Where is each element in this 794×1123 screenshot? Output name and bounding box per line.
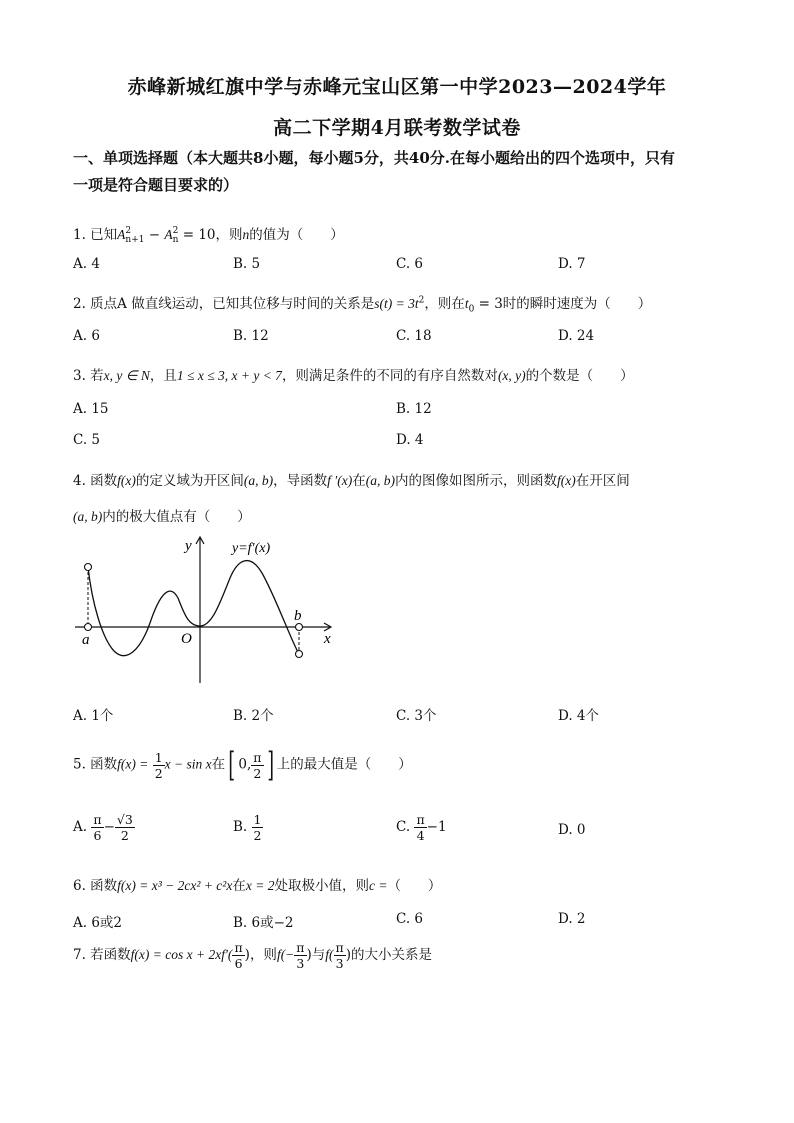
- section-heading-line2: 一项是符合题目要求的）: [73, 176, 239, 194]
- derivative-graph: [70, 533, 340, 688]
- q6-option-b[interactable]: B. 6或−2: [233, 915, 294, 931]
- q6-option-d[interactable]: D. 2: [558, 911, 586, 927]
- question-4-line1: 4. 函数f(x)的定义域为开区间(a, b)，导函数f ′(x)在(a, b)内的图像如图所示，则函数f(x)在开区间: [73, 473, 630, 489]
- b-open-endpoint: [296, 651, 303, 658]
- q6-option-c[interactable]: C. 6: [396, 911, 424, 927]
- q1-formula: A 2 n+1 − A 2 n = 10: [117, 225, 216, 245]
- y-axis-label: y: [185, 538, 192, 554]
- q1-option-d[interactable]: D. 7: [558, 256, 586, 272]
- q5-option-d[interactable]: D. 0: [558, 822, 586, 838]
- q4-option-d[interactable]: D. 4个: [558, 708, 600, 724]
- a-label: a: [82, 632, 90, 648]
- q4-option-c[interactable]: C. 3个: [396, 708, 437, 724]
- curve-label: y=f′(x): [232, 541, 271, 556]
- q5-option-a[interactable]: A. $\frac{\pi}{6}$ − $\frac{√3}{2}$: [73, 812, 133, 843]
- q2-option-b[interactable]: B. 12: [233, 328, 269, 344]
- q1-n: n: [242, 227, 250, 242]
- x-axis-label: x: [324, 631, 331, 647]
- question-2: 2. 质点A 做直线运动，已知其位移与时间的关系是$s(t) = 3t^2$，则在$t_0 = 3$时的瞬时速度为（ ）: [73, 295, 652, 315]
- origin-label: O: [181, 631, 192, 647]
- question-4-line2: (a, b)内的极大值点有（ ）: [73, 509, 251, 525]
- q6-formula: f(x) = x³ − 2cx² + c²x: [117, 878, 233, 893]
- q1-option-c[interactable]: C. 6: [396, 256, 424, 272]
- q5-option-c[interactable]: C. $\frac{\pi}{4}$ −1: [396, 812, 447, 843]
- section-heading-line1: 一、单项选择题（本大题共8小题，每小题5分，共40分.在每小题给出的四个选项中，只有: [73, 149, 675, 167]
- derivative-curve: [88, 561, 299, 656]
- q5-option-b[interactable]: B. $\frac{1}{2}$: [233, 812, 262, 843]
- b-axis-point: [296, 624, 303, 631]
- q3-option-c[interactable]: C. 5: [73, 432, 101, 448]
- q2-option-c[interactable]: C. 18: [396, 328, 432, 344]
- q2-option-d[interactable]: D. 24: [558, 328, 595, 344]
- question-7: 7. 若函数f(x) = cos x + 2xf′( $\frac{\pi}{6}$ )，则f(− $\frac{\pi}{3}$ )与f( $\frac{\pi}{3}$ )的大小关系是: [73, 940, 433, 971]
- a-open-endpoint: [85, 564, 92, 571]
- q3-option-b[interactable]: B. 12: [396, 401, 432, 417]
- q2-option-a[interactable]: A. 6: [73, 328, 100, 344]
- exam-title-line2: 高二下学期4月联考数学试卷: [273, 117, 521, 139]
- q5-fraction: $\frac{1}{2}$: [154, 749, 163, 781]
- q3-set: x, y ∈ N: [103, 368, 150, 383]
- q1-option-b[interactable]: B. 5: [233, 256, 261, 272]
- q3-option-d[interactable]: D. 4: [396, 432, 424, 448]
- question-3: 3. 若x, y ∈ N，且1 ≤ x ≤ 3, x + y < 7，则满足条件的不同的有序自然数对(x, y)的个数是（ ）: [73, 368, 634, 384]
- q4-option-a[interactable]: A. 1个: [73, 708, 114, 724]
- q4-option-b[interactable]: B. 2个: [233, 708, 274, 724]
- exam-title-line1: 赤峰新城红旗中学与赤峰元宝山区第一中学2023—2024学年: [127, 76, 667, 98]
- section-heading: [73, 145, 733, 199]
- q3-condition: 1 ≤ x ≤ 3, x + y < 7: [176, 368, 282, 383]
- q6-option-a[interactable]: A. 6或2: [73, 915, 123, 931]
- q1-option-a[interactable]: A. 4: [73, 256, 100, 272]
- q2-formula: s(t) = 3t: [374, 296, 419, 311]
- a-axis-point: [85, 624, 92, 631]
- q3-option-a[interactable]: A. 15: [73, 401, 109, 417]
- q7-formula: f(x) = cos x + 2xf′(: [130, 947, 233, 962]
- b-label: b: [294, 608, 302, 624]
- question-6: 6. 函数f(x) = x³ − 2cx² + c²x在x = 2处取极小值，则c =（ ）: [73, 878, 442, 894]
- q1-prefix: 1. 已知: [73, 227, 118, 243]
- question-1: 1. 已知A 2 n+1 − A 2 n = 10，则n的值为（ ）: [73, 225, 344, 245]
- question-5: 5. 函数f(x) = $\frac{1}{2}$ x − sin x在[ 0, $\frac{\pi}{2}$ ] 上的最大值是（ ）: [73, 745, 412, 785]
